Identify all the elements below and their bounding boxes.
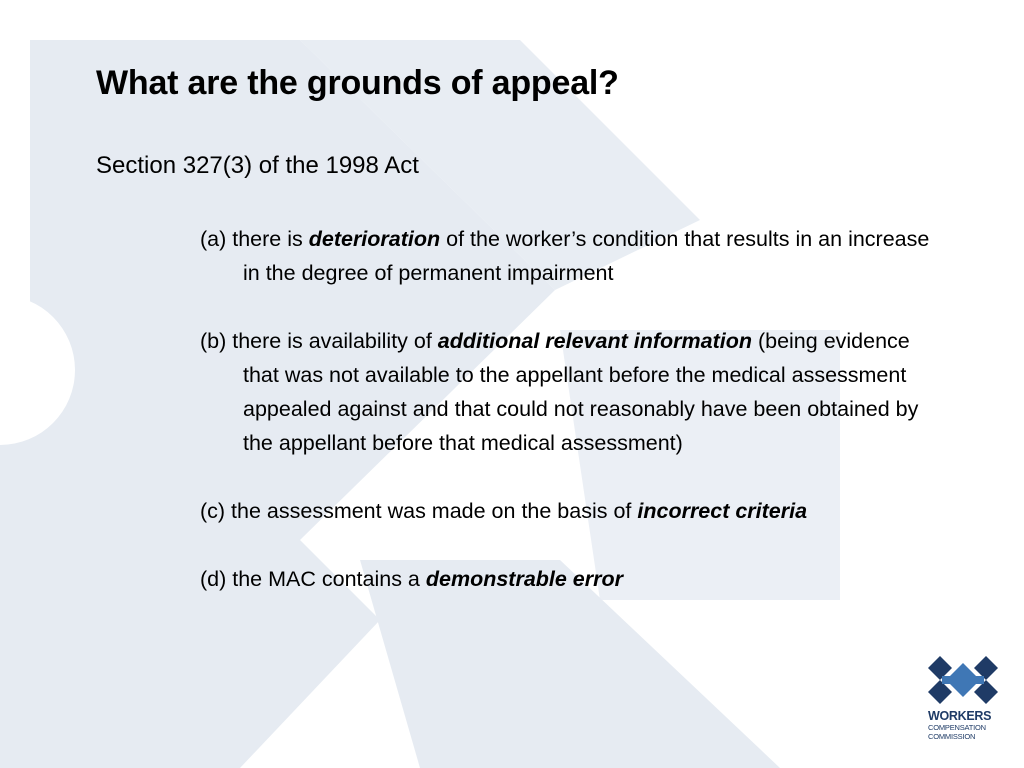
logo-text-commission: COMMISSION: [928, 732, 976, 741]
list-item-b: [200, 324, 945, 460]
list-item-c: [200, 494, 945, 528]
item-a-rest: of the worker’s condition that results in an increase in the degree of permanent impairment: [243, 227, 930, 285]
slide-title: What are the grounds of appeal?: [96, 64, 619, 102]
item-b-rest: (being evidence that was not available to the appellant before the medical assessment appealed against and that could not reasonably have been obtained by the appellant before that medical assessment): [243, 329, 919, 455]
item-a-emphasis: deterioration: [308, 227, 441, 251]
workers-compensation-commission-logo: [928, 654, 1004, 741]
grounds-list: [200, 222, 945, 596]
list-item-d: [200, 562, 945, 596]
item-c-emphasis: incorrect criteria: [637, 499, 808, 523]
item-d-emphasis: demonstrable error: [425, 567, 624, 591]
slide-subtitle: Section 327(3) of the 1998 Act: [96, 152, 419, 179]
item-c-text: (c) the assessment was made on the basis of: [200, 499, 638, 523]
item-b-text: (b) there is availability of: [200, 329, 438, 353]
logo-text-compensation: COMPENSATION: [928, 723, 986, 732]
logo-mark-icon: [928, 654, 998, 706]
logo-text-workers: WORKERS: [928, 709, 992, 723]
item-d-text: (d) the MAC contains a: [200, 567, 426, 591]
item-a-text: (a) there is: [200, 227, 309, 251]
item-b-emphasis: additional relevant information: [437, 329, 752, 353]
list-item-a: [200, 222, 945, 290]
